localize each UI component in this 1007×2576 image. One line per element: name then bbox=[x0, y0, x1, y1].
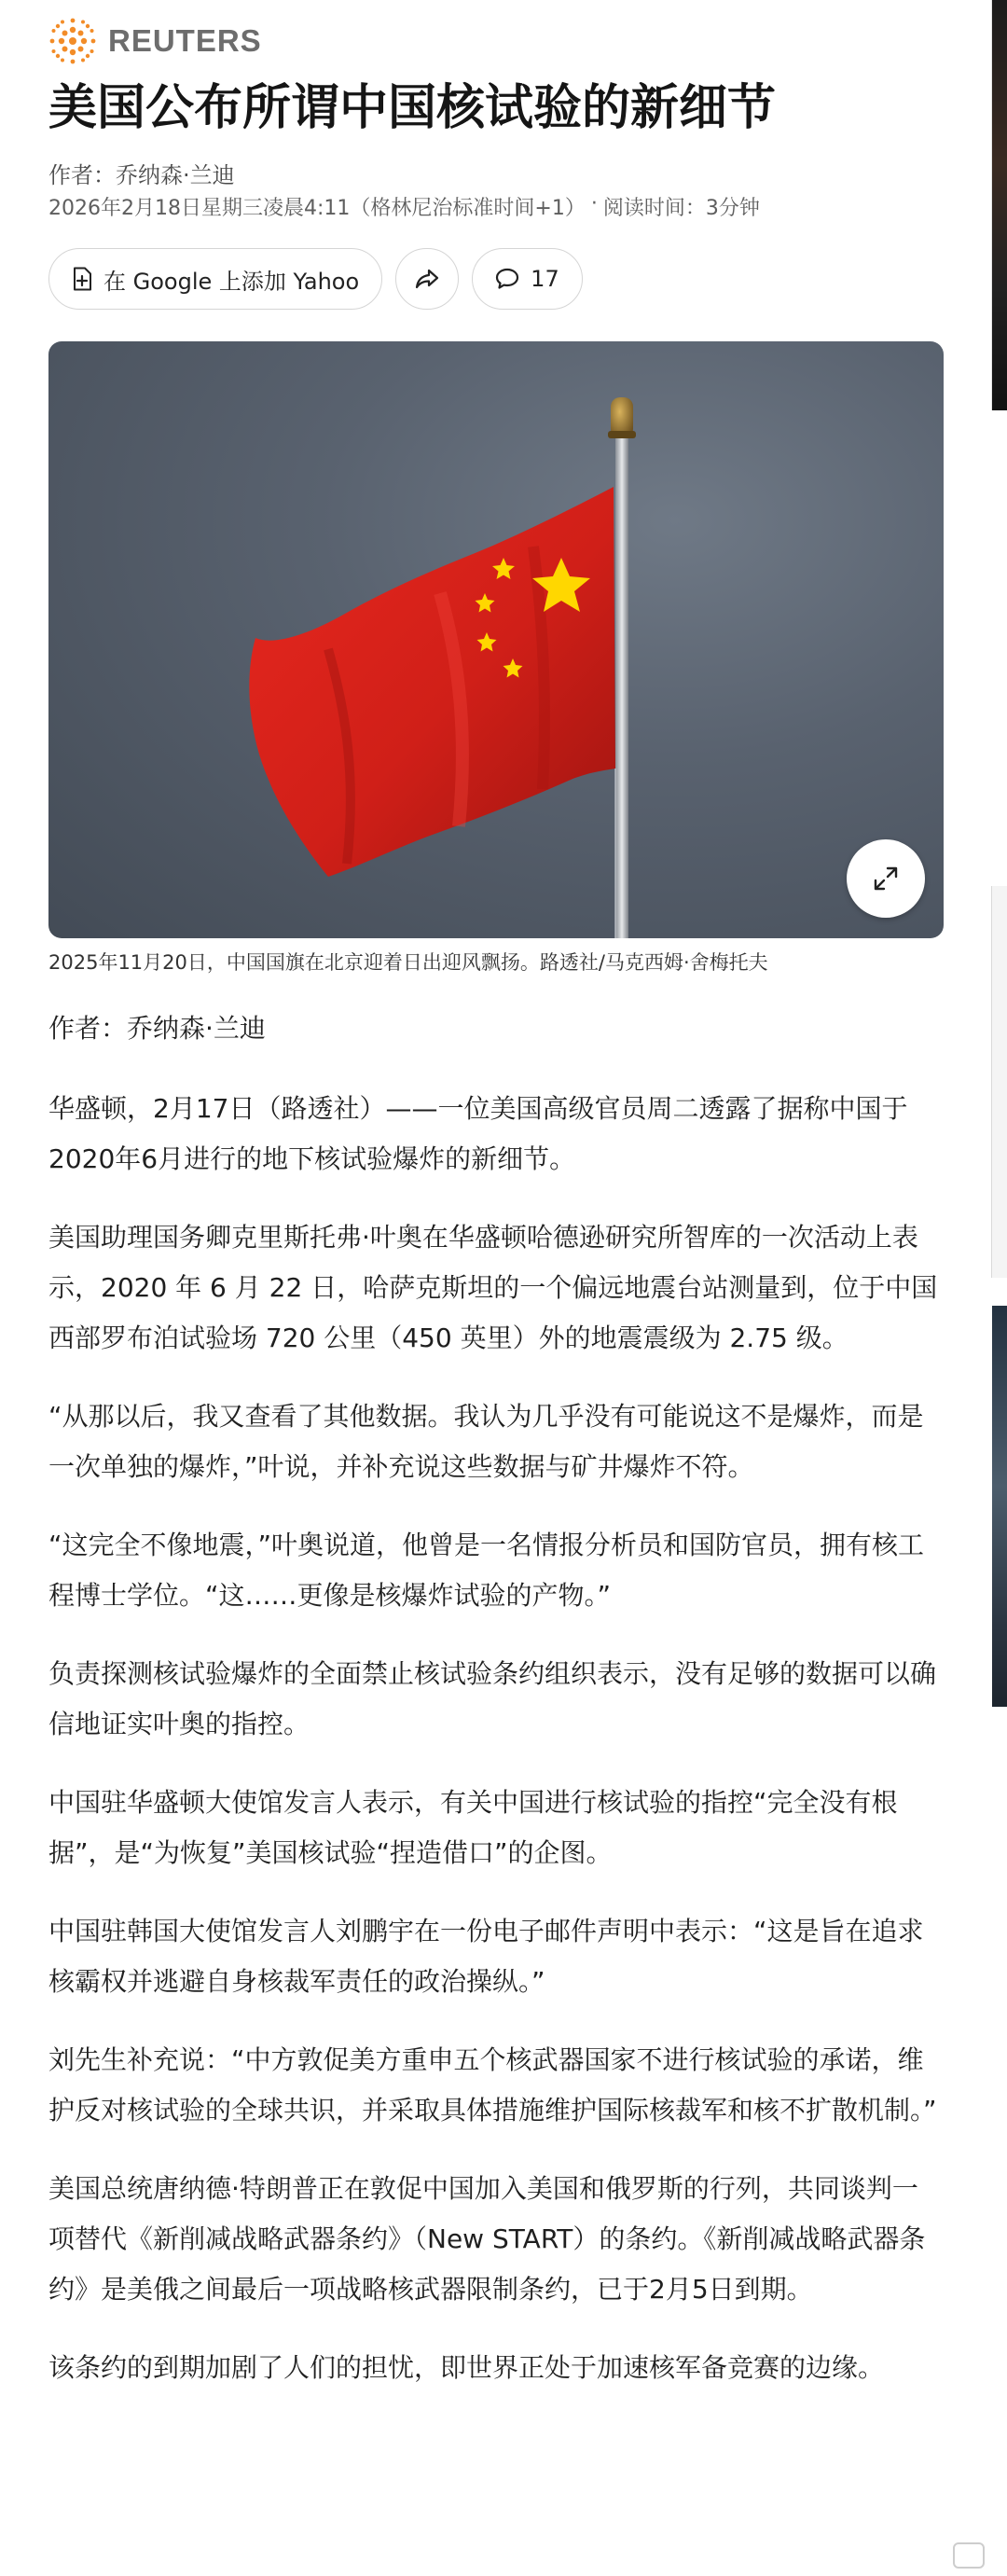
article-paragraph: 中国驻华盛顿大使馆发言人表示，有关中国进行核试验的指控“完全没有根据”，是“为恢复”美国核试验“捏造借口”的企图。 bbox=[48, 1787, 898, 1868]
dateline-separator: · bbox=[590, 192, 598, 215]
article-author: 作者：乔纳森·兰迪 bbox=[48, 1013, 266, 1044]
flag-photo bbox=[48, 341, 944, 938]
image-caption: 2025年11月20日，中国国旗在北京迎着日出迎风飘扬。路透社/马克西姆·舍梅托夫 bbox=[48, 951, 768, 974]
add-google-label: 在 Google 上添加 Yahoo bbox=[103, 268, 360, 295]
article-paragraph: 美国助理国务卿克里斯托弗·叶奥在华盛顿哈德逊研究所智库的一次活动上表示，2020 年 6 月 22 日，哈萨克斯坦的一个偏远地震台站测量到，位于中国西部罗布泊试验场 720 公里（450 英里）外的地震震级为 2.75 级。 bbox=[48, 1222, 938, 1353]
byline: 作者：乔纳森·兰迪 bbox=[48, 162, 235, 188]
reuters-logo-icon bbox=[48, 17, 97, 65]
comment-icon bbox=[495, 268, 519, 290]
share-button[interactable] bbox=[395, 248, 459, 310]
article-paragraph: 华盛顿，2月17日（路透社）——一位美国高级官员周二透露了据称中国于2020年6月进行的地下核试验爆炸的新细节。 bbox=[48, 1093, 908, 1174]
expand-image-button[interactable] bbox=[847, 839, 925, 918]
side-panel-image-strip bbox=[992, 0, 1007, 410]
comments-count: 17 bbox=[531, 266, 559, 292]
comments-button[interactable] bbox=[472, 248, 583, 310]
article-paragraph: 美国总统唐纳德·特朗普正在敦促中国加入美国和俄罗斯的行列，共同谈判一项替代《新削减战略武器条约》（New START）的条约。《新削减战略武器条约》是美俄之间最后一项战略核武器限制条约，已于2月5日到期。 bbox=[48, 2173, 926, 2305]
divider bbox=[991, 0, 992, 410]
side-panel-card-strip bbox=[991, 886, 1007, 1278]
dateline bbox=[48, 192, 760, 221]
watermark-badge-icon bbox=[953, 2542, 985, 2569]
read-time: 阅读时间：3分钟 bbox=[602, 197, 760, 220]
headline: 美国公布所谓中国核试验的新细节 bbox=[48, 80, 777, 136]
add-google-button[interactable] bbox=[48, 248, 382, 310]
hero-image[interactable] bbox=[48, 341, 944, 938]
article-paragraph: 该条约的到期加剧了人们的担忧，即世界正处于加速核军备竞赛的边缘。 bbox=[48, 2352, 885, 2383]
brand-name: REUTERS bbox=[108, 23, 262, 58]
article-paragraph: “从那以后，我又查看了其他数据。我认为几乎没有可能说这不是爆炸，而是一次单独的爆炸，”叶说，并补充说这些数据与矿井爆炸不符。 bbox=[48, 1401, 924, 1482]
article-paragraph: “这完全不像地震，”叶奥说道，他曾是一名情报分析员和国防官员，拥有核工程博士学位。“这……更像是核爆炸试验的产物。” bbox=[48, 1530, 925, 1611]
publish-datetime: 2026年2月18日星期三凌晨4:11（格林尼治标准时间+1） bbox=[48, 197, 586, 220]
share-icon bbox=[415, 268, 439, 290]
add-icon bbox=[72, 267, 92, 291]
article-paragraph: 中国驻韩国大使馆发言人刘鹏宇在一份电子邮件声明中表示：“这是旨在追求核霸权并逃避自身核裁军责任的政治操纵。” bbox=[48, 1916, 924, 1997]
article-paragraph: 负责探测核试验爆炸的全面禁止核试验条约组织表示，没有足够的数据可以确信地证实叶奥的指控。 bbox=[48, 1658, 937, 1739]
article-body bbox=[48, 1004, 944, 2421]
article-actions bbox=[48, 248, 583, 312]
reuters-logo[interactable] bbox=[48, 17, 262, 65]
expand-icon bbox=[872, 865, 900, 893]
watermark bbox=[953, 2542, 985, 2569]
article-paragraph: 刘先生补充说：“中方敦促美方重申五个核武器国家不进行核试验的承诺，维护反对核试验的全球共识，并采取具体措施维护国际核裁军和核不扩散机制。” bbox=[48, 2044, 937, 2126]
side-panel-image-strip-2 bbox=[992, 1306, 1007, 1707]
